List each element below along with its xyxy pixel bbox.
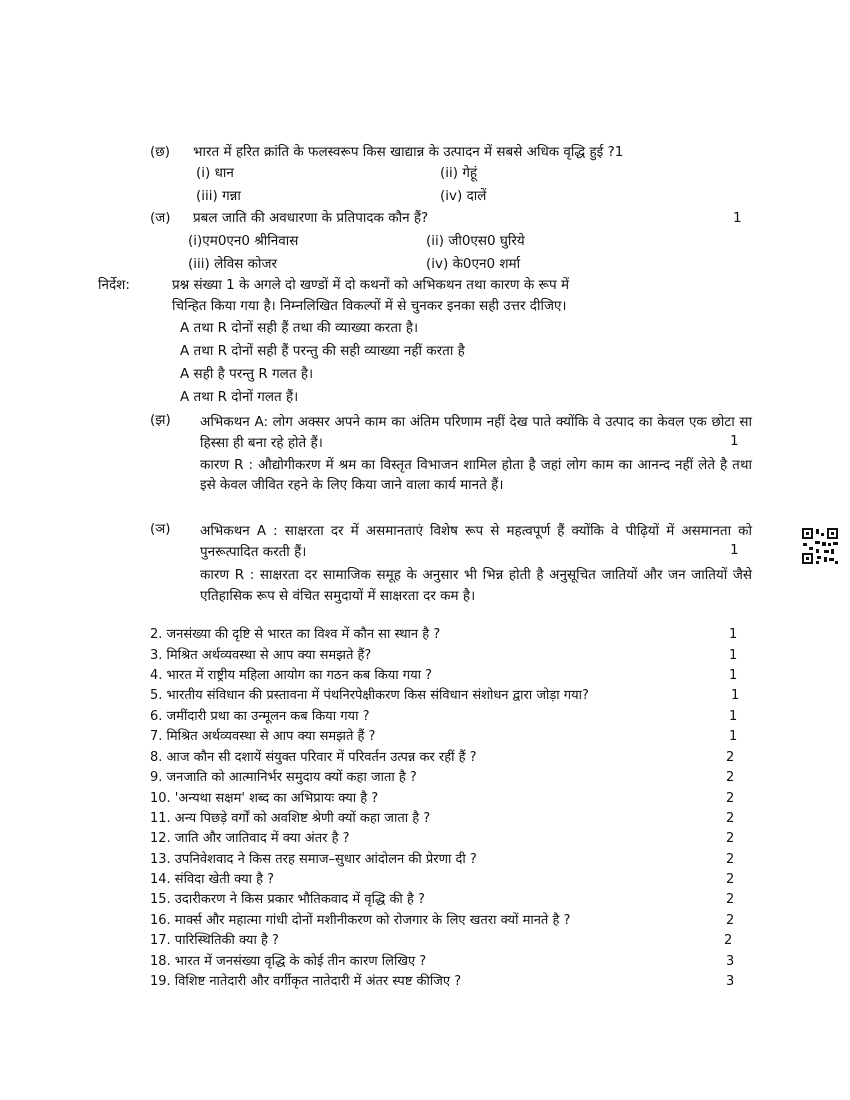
instruction-line-1: प्रश्न संख्या 1 के अगले दो खण्डों में दो कथनों को अभिकथन तथा कारण के रूप में xyxy=(172,277,570,293)
option-chh-3: (iii) गन्ना xyxy=(196,188,241,204)
question-17: 17. पारिस्थितिकी क्या है ? xyxy=(150,933,279,948)
marks-19: 3 xyxy=(726,974,735,989)
question-14: 14. संविदा खेती क्या है ? xyxy=(150,872,275,887)
question-2: 2. जनसंख्या की दृष्टि से भारत का विश्व में कौन सा स्थान है ? xyxy=(150,627,441,642)
marks-12: 2 xyxy=(726,831,735,846)
qr-code xyxy=(802,528,838,564)
marks-7: 1 xyxy=(729,729,738,744)
instruction-option-d: A तथा R दोनों गलत हैं। xyxy=(180,389,299,405)
option-ja-4: (iv) के0एन0 शर्मा xyxy=(426,256,521,272)
question-10: 10. 'अन्यथा सक्षम' शब्द का अभिप्रायः क्या है ? xyxy=(150,791,379,806)
question-label-nya: (ञ) xyxy=(150,521,171,537)
question-18: 18. भारत में जनसंख्या वृद्धि के कोई तीन कारण लिखिए ? xyxy=(150,954,427,969)
marks-2: 1 xyxy=(729,627,738,642)
option-chh-2: (ii) गेहूं xyxy=(440,165,478,181)
option-ja-1: (i)एम0एन0 श्रीनिवास xyxy=(188,233,299,249)
marks-8: 2 xyxy=(726,750,735,765)
question-12: 12. जाति और जातिवाद में क्या अंतर है ? xyxy=(150,831,350,846)
question-label-jha: (झ) xyxy=(150,412,171,428)
instruction-option-c: A सही है परन्तु R गलत है। xyxy=(180,366,314,382)
question-text-chh: भारत में हरित क्रांति के फलस्वरूप किस खाद्यान्न के उत्पादन में सबसे अधिक वृद्धि हुई ?1 xyxy=(193,144,624,160)
question-3: 3. मिश्रित अर्थव्यवस्था से आप क्या समझते हैं? xyxy=(150,648,372,663)
question-9: 9. जनजाति को आत्मानिर्भर समुदाय क्यों कहा जाता है ? xyxy=(150,770,417,785)
question-15: 15. उदारीकरण ने किस प्रकार भौतिकवाद में वृद्धि की है ? xyxy=(150,892,425,907)
instruction-label: निर्देश: xyxy=(98,277,130,293)
question-4: 4. भारत में राष्ट्रीय महिला आयोग का गठन कब किया गया ? xyxy=(150,668,433,683)
option-ja-3: (iii) लेविस कोजर xyxy=(188,256,278,272)
marks-ja: 1 xyxy=(733,210,742,226)
reason-jha: कारण R : औद्योगीकरण में श्रम का विस्तृत विभाजन शामिल होता है जहां लोग काम का आनन्द नहीं लेते है तथा इसे केवल जीवित रहने के लिए किया जाने वाला कार्य मानते हैं। xyxy=(200,457,752,493)
marks-16: 2 xyxy=(726,913,735,928)
option-chh-4: (iv) दालें xyxy=(440,188,487,204)
marks-3: 1 xyxy=(729,648,738,663)
reason-nya: कारण R : साक्षरता दर सामाजिक समूह के अनुसार भी भिन्न होती है अनुसूचित जातियों और जन जातियों जैसे एतिहासिक रूप से वंचित समुदायों में साक्षरता दर कम है। xyxy=(200,567,752,604)
question-label-chh: (छ) xyxy=(150,144,170,160)
marks-9: 2 xyxy=(726,770,735,785)
question-16: 16. मार्क्स और महात्मा गांधी दोनों मशीनीकरण को रोजगार के लिए खतरा क्यों मानते है ? xyxy=(150,913,571,928)
marks-17: 2 xyxy=(724,933,733,948)
marks-13: 2 xyxy=(726,852,735,867)
marks-5: 1 xyxy=(731,688,740,703)
question-7: 7. मिश्रित अर्थव्यवस्था से आप क्या समझते हैं ? xyxy=(150,729,376,744)
question-5: 5. भारतीय संविधान की प्रस्तावना में पंथनिरपेक्षीकरण किस संविधान संशोधन द्वारा जोड़ा गया? xyxy=(150,688,589,703)
option-ja-2: (ii) जी0एस0 घुरिये xyxy=(426,233,525,249)
instruction-line-2: चिन्हित किया गया है। निम्नलिखित विकल्पों में से चुनकर इनका सही उत्तर दीजिए। xyxy=(172,298,567,314)
assertion-jha: अभिकथन A: लोग अक्सर अपने काम का अंतिम परिणाम नहीं देख पाते क्योंकि वे उत्पाद का केवल एक छोटा सा हिस्सा ही बना रहे होते हैं। xyxy=(200,414,752,451)
question-13: 13. उपनिवेशवाद ने किस तरह समाज–सुधार आंदोलन की प्रेरणा दी ? xyxy=(150,852,477,867)
question-8: 8. आज कौन सी दशायें संयुक्त परिवार में परिवर्तन उत्पन्न कर रहीं हैं ? xyxy=(150,750,477,765)
option-chh-1: (i) धान xyxy=(196,165,234,181)
instruction-option-a: A तथा R दोनों सही हैं तथा की व्याख्या करता है। xyxy=(180,320,419,336)
marks-11: 2 xyxy=(726,811,735,826)
marks-jha: 1 xyxy=(730,433,739,449)
marks-18: 3 xyxy=(726,954,735,969)
instruction-option-b: A तथा R दोनों सही हैं परन्तु की सही व्याख्या नहीं करता है xyxy=(180,343,465,359)
question-19: 19. विशिष्ट नातेदारी और वर्गीकृत नातेदारी में अंतर स्पष्ट कीजिए ? xyxy=(150,974,462,989)
assertion-nya: अभिकथन A : साक्षरता दर में असमानताएं विशेष रूप से महत्वपूर्ण हैं क्योंकि वे पीढ़ियों में असमानता को पुनरूत्पादित करती हैं। xyxy=(200,523,752,560)
marks-15: 2 xyxy=(726,892,735,907)
question-11: 11. अन्य पिछड़े वर्गों को अवशिष्ट श्रेणी क्यों कहा जाता है ? xyxy=(150,811,431,826)
question-text-ja: प्रबल जाति की अवधारणा के प्रतिपादक कौन हैं? xyxy=(193,210,429,226)
marks-nya: 1 xyxy=(730,542,739,558)
marks-4: 1 xyxy=(729,668,738,683)
marks-6: 1 xyxy=(729,709,738,724)
question-label-ja: (ज) xyxy=(150,210,171,226)
marks-10: 2 xyxy=(726,791,735,806)
question-6: 6. जमींदारी प्रथा का उन्मूलन कब किया गया ? xyxy=(150,709,370,724)
marks-14: 2 xyxy=(726,872,735,887)
